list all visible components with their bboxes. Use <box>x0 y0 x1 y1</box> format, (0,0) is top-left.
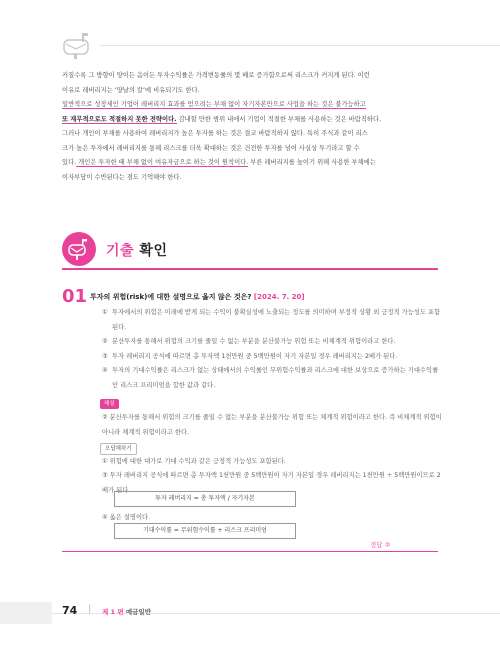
chapter-part: 제 1 편 <box>102 608 124 616</box>
question-text <box>90 292 305 302</box>
intro-text: 있다. <box>62 159 77 166</box>
intro-line: 이자부담이 수반된다는 점도 기억해야 한다. <box>62 173 182 181</box>
option-mark: ① <box>102 309 108 316</box>
option-item <box>102 335 442 350</box>
option-item <box>102 306 442 335</box>
explanation-text: ② 분산투자를 통해서 위험의 크기를 줄일 수 없는 부분을 분산불가능 위험 또는 체계적 위험이라고 한다. 즉 비체계적 위험이 아니라 체계적 위험이라고 한다. <box>102 414 442 436</box>
question-number: 01 <box>62 286 88 307</box>
wrong-item-1: ① 위험에 대한 대가로 기대 수익과 같은 긍정적 가능성도 포함된다. <box>102 458 286 465</box>
option-item <box>102 364 442 393</box>
leverage-formula-box: 투자 레버리지 = 총 투자액 / 자기자본 <box>114 491 296 507</box>
underlined-text: 개인은 투자한 때 부채 없이 여유자금으로 하는 것이 원칙이다. <box>76 159 249 166</box>
question-date: [2024. 7. 20] <box>253 293 305 301</box>
intro-line <box>62 98 442 113</box>
answer-rule <box>62 551 438 552</box>
expected-return-formula-box: 기대수익률 = 무위험수익률 + 리스크 프리미엄 <box>114 523 296 539</box>
option-item <box>102 350 442 365</box>
intro-line <box>62 156 442 171</box>
page-number: 74 <box>62 604 78 617</box>
footer-bar <box>0 602 52 624</box>
intro-line: 크가 높은 투자에서 레버리지를 통해 리스크를 더욱 확대하는 것은 건전한 투자를 넘어 사실상 투기라고 할 수 <box>62 144 360 152</box>
intro-paragraph <box>62 69 442 185</box>
chapter-name: 예금일반 <box>125 608 151 616</box>
intro-line <box>62 113 442 128</box>
option-text: 분산투자를 통해서 위험의 크기를 줄일 수 없는 부분을 분산불가능 위험 또는 비체계적 위험이라고 한다. <box>112 338 396 345</box>
answer-word: 정답 <box>370 541 383 549</box>
option-text: 투자의 기대수익률은 리스크가 없는 상태에서의 수익률인 무위험수익률과 리스크에 대한 보상으로 증가하는 기대수익률인 리스크 프리미엄을 합한 값과 같다. <box>112 367 439 389</box>
intro-line: 이유로 레버리지는 ‘양날의 칼’에 비유되기도 한다. <box>62 86 200 94</box>
intro-line: 커질수록 그 방향이 양이든 음이든 투자수익률은 가격변동률의 몇 배로 증가함으로써 리스크가 커지게 된다. 이런 <box>62 72 370 79</box>
section-title <box>106 240 168 260</box>
option-text: 투자에서의 위험은 미래에 받게 되는 수익이 불확실성에 노출되는 정도를 의미하며 부정적 상황 외 긍정적 가능성도 포함된다. <box>112 309 441 331</box>
mailbox-icon <box>62 30 94 60</box>
options-list <box>102 306 442 393</box>
section-title-rest: 확인 <box>134 243 168 259</box>
section-rule <box>62 268 438 270</box>
footer-separator: | <box>88 604 92 615</box>
question-stem: 투자의 위험(risk)에 대한 설명으로 옳지 않은 것은? <box>90 293 252 301</box>
option-mark: ③ <box>102 352 108 360</box>
underlined-text: 일반적으로 성장세인 기업이 레버리지 효과를 얻으려는 부채 없이 자기자본만으로 사업을 하는 것은 불가능하고 <box>62 101 366 108</box>
wrong-item-4: ④ 옳은 설명이다. <box>102 514 151 521</box>
option-mark: ④ <box>102 367 108 374</box>
intro-line: 그러나 개인이 부채를 사용하여 레버리지가 높은 투자를 하는 것은 결코 바람직하지 않다. 특히 주식과 같이 리스 <box>62 130 368 137</box>
intro-text: 감내할 만한 범위 내에서 기업이 적절한 부채를 사용하는 것은 바람직하다. <box>176 115 382 123</box>
bold-underlined-text: 또 재무적으로도 적절하지 못한 전략이다. <box>62 115 177 123</box>
wrong-item-3: ③ 투자 레버리지 공식에 따르면 총 투자액 1천만원 중 5백만원이 자기 자본일 경우 레버리지는 1천만원 ÷ 5백만원이므로 2배가 된다. <box>102 472 441 494</box>
chapter-label <box>102 607 151 616</box>
answer-value: ② <box>384 541 391 549</box>
explanation-tag: 해설 <box>100 399 119 409</box>
mailbox-icon <box>66 236 92 262</box>
header-rule <box>100 45 500 46</box>
section-title-accent: 기출 <box>106 243 135 259</box>
option-mark: ② <box>102 338 108 345</box>
option-text: 투자 레버리지 공식에 따르면 총 투자액 1천만원 중 5백만원이 자기 자본일 경우 레버리지는 2배가 된다. <box>112 352 398 360</box>
wrong-answers-tag: 오답해하기 <box>100 443 137 455</box>
section-badge <box>62 232 96 266</box>
intro-text: 부른 레버리지를 높이기 위해 사용한 부채에는 <box>248 159 376 166</box>
answer-label <box>370 540 390 549</box>
